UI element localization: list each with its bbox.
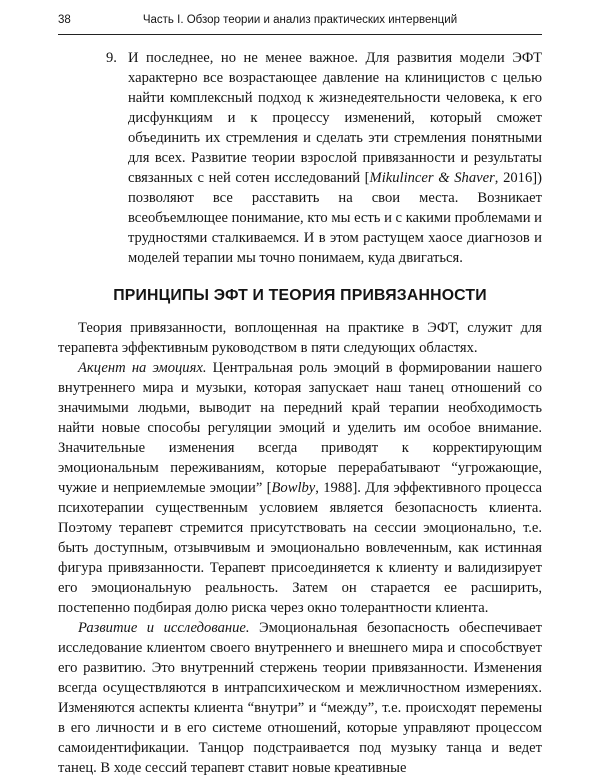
page-number: 38 (58, 14, 71, 26)
paragraph-text-part: , 1988]. Для эффективного процесса психотерапии существенным условием является безопасность клиента. Поэтому терапевт стремится присутствовать на сессии эмоционально, т.е. быть доступным, отзывчивым и эмоционально вовлеченным, как истинная фигура привязанности. Терапевт присоединяется к клиенту и валидизирует его эмоциональную реальность. Затем он старается ее расширить, постепенно подбирая долю риска через окно толерантности клиента. (58, 480, 542, 616)
paragraph-emotion-focus (58, 358, 542, 618)
paragraph-development (58, 618, 542, 778)
paragraph-text-part: Центральная роль эмоций в формировании нашего внутреннего мира и музыки, которая запускает наш танец отношений со значимыми людьми, выводит на передний край терапии необходимость найти новые способы регуляции эмоций и уделить им особое внимание. Значительные изменения всегда приводят к корректирующим эмоциональным переживаниям, которые перерабатывают “угрожающие, чужие и неприемлемые эмоции” [ (58, 360, 543, 496)
paragraph-lead-term: Акцент на эмоциях. (78, 360, 207, 376)
running-head (58, 14, 542, 35)
chapter-title: Часть I. Обзор теории и анализ практических интервенций (142, 14, 458, 26)
list-item-9 (58, 48, 542, 268)
paragraph-intro: Теория привязанности, воплощенная на практике в ЭФТ, служит для терапевта эффективным руководством в пяти следующих областях. (58, 320, 542, 356)
list-item-number: 9. (106, 50, 117, 66)
citation-authors: Bowlby (271, 480, 316, 496)
citation-authors: Mikulincer & Shaver (369, 170, 495, 186)
paragraph-lead-term: Развитие и исследование. (78, 620, 250, 636)
paragraph-text-part: Эмоциональная безопасность обеспечивает исследование клиентом своего внутреннего и внешнего мира и способствует его развитию. Это внутренний стержень теории привязанности. Изменения всегда осуществляются в интрапсихическом и межличностном измерениях. Изменяются аспекты клиента “внутри” и “между”, т.е. происходят перемены в его личности и в его системе отношений, которые управляют процессом самоидентификации. Танцор подстраивается под музыку танца и ведет танец. В ходе сессий терапевт ставит новые креативные (58, 620, 542, 776)
item-text-part: И последнее, но не менее важное. Для развития модели ЭФТ характерно все возрастающее давление на клиницистов с целью найти комплексный подход к жизнедеятельности человека, к его дисфункциям и к процессу изменений, который сможет объединить их стремления и сделать эти стремления понятными для всех. Развитие теории взрослой привязанности и результаты связанных с ней сотен исследований [ (128, 50, 542, 186)
item-text-part: , 2016]) позволяют все расставить на свои места. Возникает всеобъемлющее понимание, кто мы есть и с какими проблемами и трудностями сталкиваемся. И в этом растущем хаосе диагнозов и моделей терапии мы точно понимаем, куда двигаться. (128, 170, 542, 266)
list-item-text (128, 48, 542, 268)
section-heading: ПРИНЦИПЫ ЭФТ И ТЕОРИЯ ПРИВЯЗАННОСТИ (113, 287, 487, 304)
